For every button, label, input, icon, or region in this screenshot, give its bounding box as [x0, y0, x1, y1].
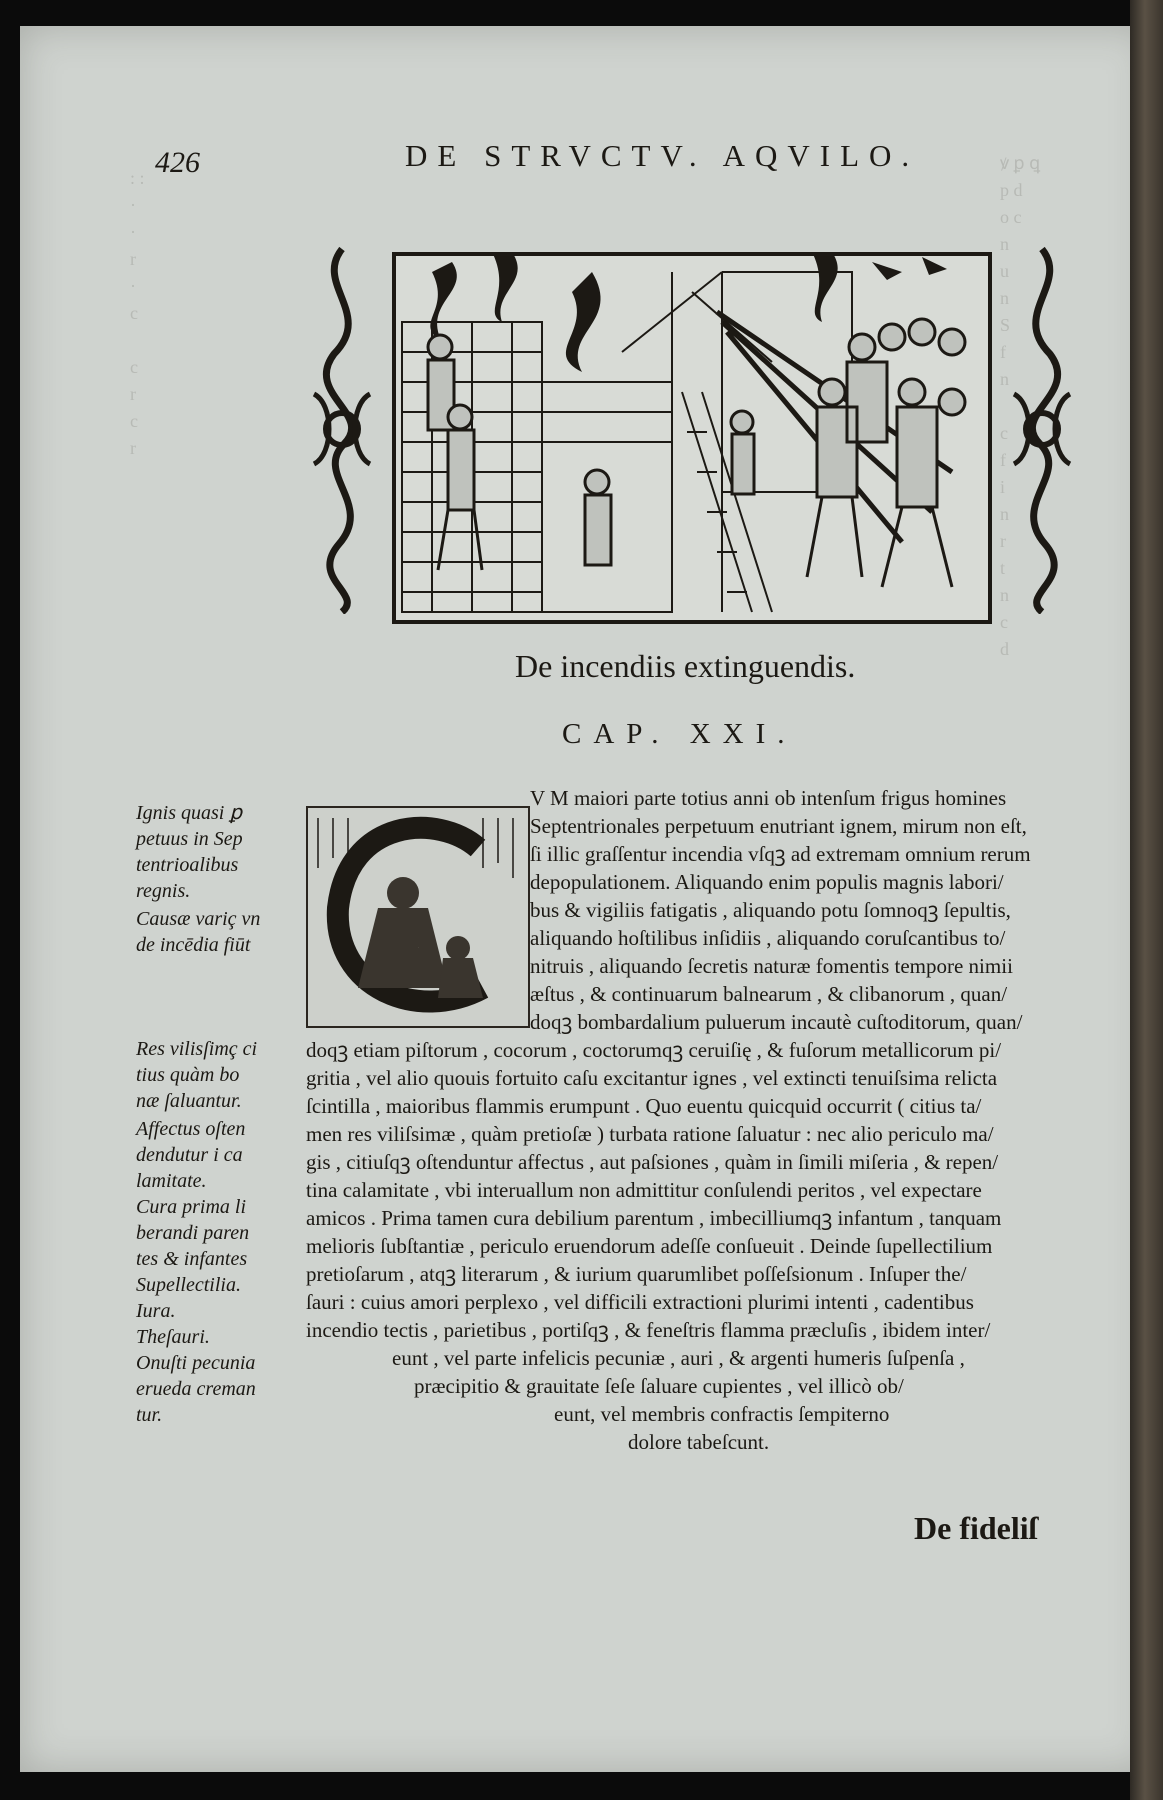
ornament-right-icon	[1004, 244, 1080, 614]
woodcut-fire-icon	[392, 252, 992, 624]
text-line: V M maiori parte totius anni ob intenſum frigus homines	[530, 786, 1007, 810]
text-line: nitruis , aliquando ſecretis naturæ fomentis tempore nimii	[530, 954, 1013, 978]
book-spine	[1130, 0, 1163, 1800]
catchword: De fideliſ	[914, 1510, 1038, 1546]
text-line: eunt, vel membris confractis ſempiterno	[554, 1402, 890, 1426]
initial-letter: C	[418, 948, 419, 949]
margin-note: Theſauri.	[136, 1326, 210, 1348]
text-line: depopulationem. Aliquando enim populis magnis labori/	[530, 870, 1004, 894]
text-line: incendio tectis , parietibus , portiſqꝫ , & feneſtris flamma præcluſis , ibidem inter/	[306, 1318, 991, 1342]
text-line: doqꝫ etiam piſtorum , cocorum , coctorumqꝫ ceruiſię , & fuſorum metallicorum pi/	[306, 1038, 1002, 1062]
margin-note: Causæ variç vn de incēdia fiūt	[136, 908, 261, 956]
woodcut-figure	[304, 244, 1084, 634]
historiated-initial	[306, 806, 530, 1028]
running-head	[155, 138, 975, 178]
margin-note: Onuſti pecunia erueda creman tur.	[136, 1352, 256, 1426]
text-line: melioris ſubſtantiæ , periculo eruendorum adeſſe conſueuit . Deinde ſupellectilium	[306, 1234, 993, 1258]
text-line: dolore tabeſcunt.	[628, 1430, 770, 1454]
chapter-heading: CAP. XXI.	[562, 718, 797, 750]
margin-note: Supellectilia.	[136, 1274, 241, 1296]
ornament-left-icon	[304, 244, 380, 614]
text-line: men res viliſsimæ , quàm pretioſæ ) turbata ratione ſaluatur : nec alio periculo ma/	[306, 1122, 994, 1146]
text-line: Septentrionales perpetuum enutriant ignem, mirum non eſt,	[530, 814, 1027, 838]
text-line: amicos . Prima tamen cura debilium parentum , imbecilliumqꝫ infantum , tanquam	[306, 1206, 1002, 1230]
text-line: bus & vigiliis fatigatis , aliquando potu ſomnoqꝫ ſepultis,	[530, 898, 1011, 922]
text-line: ſi illic graſſentur incendia vſqꝫ ad extremam omnium rerum	[530, 842, 1031, 866]
text-line: ſauri : cuius amori perplexo , vel difficili extractioni plurimi intenti , cadentibus	[306, 1290, 974, 1314]
text-line: æſtus , & continuarum balnearum , & clibanorum , quan/	[530, 982, 1008, 1006]
text-line: præcipitio & grauitate ſeſe ſaluare cupientes , vel illicò ob/	[414, 1374, 904, 1398]
text-line: pretioſarum , atqꝫ literarum , & iurium quarumlibet poſſeſsionum . Inſuper the/	[306, 1262, 967, 1286]
text-line: ſcintilla , maioribus flammis erumpunt . Quo euentu quicquid occurrit ( citius ta/	[306, 1094, 982, 1118]
historiated-initial-c-icon	[308, 808, 528, 1026]
figure-caption: De incendiis extinguendis.	[515, 648, 856, 684]
margin-note: Ignis quasi ꝑ petuus in Sep tentrioalibus regnis.	[136, 802, 243, 902]
margin-note: Res vilisſimç ci tius quàm bo næ ſaluantur.	[136, 1038, 258, 1112]
page-number: 426	[155, 146, 200, 179]
margin-note: Cura prima li berandi paren tes & infantes	[136, 1196, 250, 1270]
margin-note: Affectus oſten dendutur i ca lamitate.	[136, 1118, 246, 1192]
text-line: eunt , vel parte infelicis pecuniæ , auri , & argenti humeris ſuſpenſa ,	[392, 1346, 965, 1370]
text-line: tina calamitate , vbi interuallum non admittitur conſulendi peritos , vel expectare	[306, 1178, 982, 1202]
running-title: DE STRVCTV. AQVILO.	[405, 138, 920, 173]
text-line: gritia , vel alio quouis fortuito caſu excitantur ignes , vel extincti tenuiſsima relicta	[306, 1066, 998, 1090]
text-line: gis , citiuſqꝫ oſtenduntur affectus , aut paſsiones , quàm in ſimili miſeria , & repen/	[306, 1150, 999, 1174]
margin-note: Iura.	[136, 1300, 176, 1322]
text-line: doqꝫ bombardalium puluerum incautè cuſtoditorum, quan/	[530, 1010, 1023, 1034]
text-line: aliquando hoſtilibus inſidiis , aliquando coruſcantibus to/	[530, 926, 1006, 950]
